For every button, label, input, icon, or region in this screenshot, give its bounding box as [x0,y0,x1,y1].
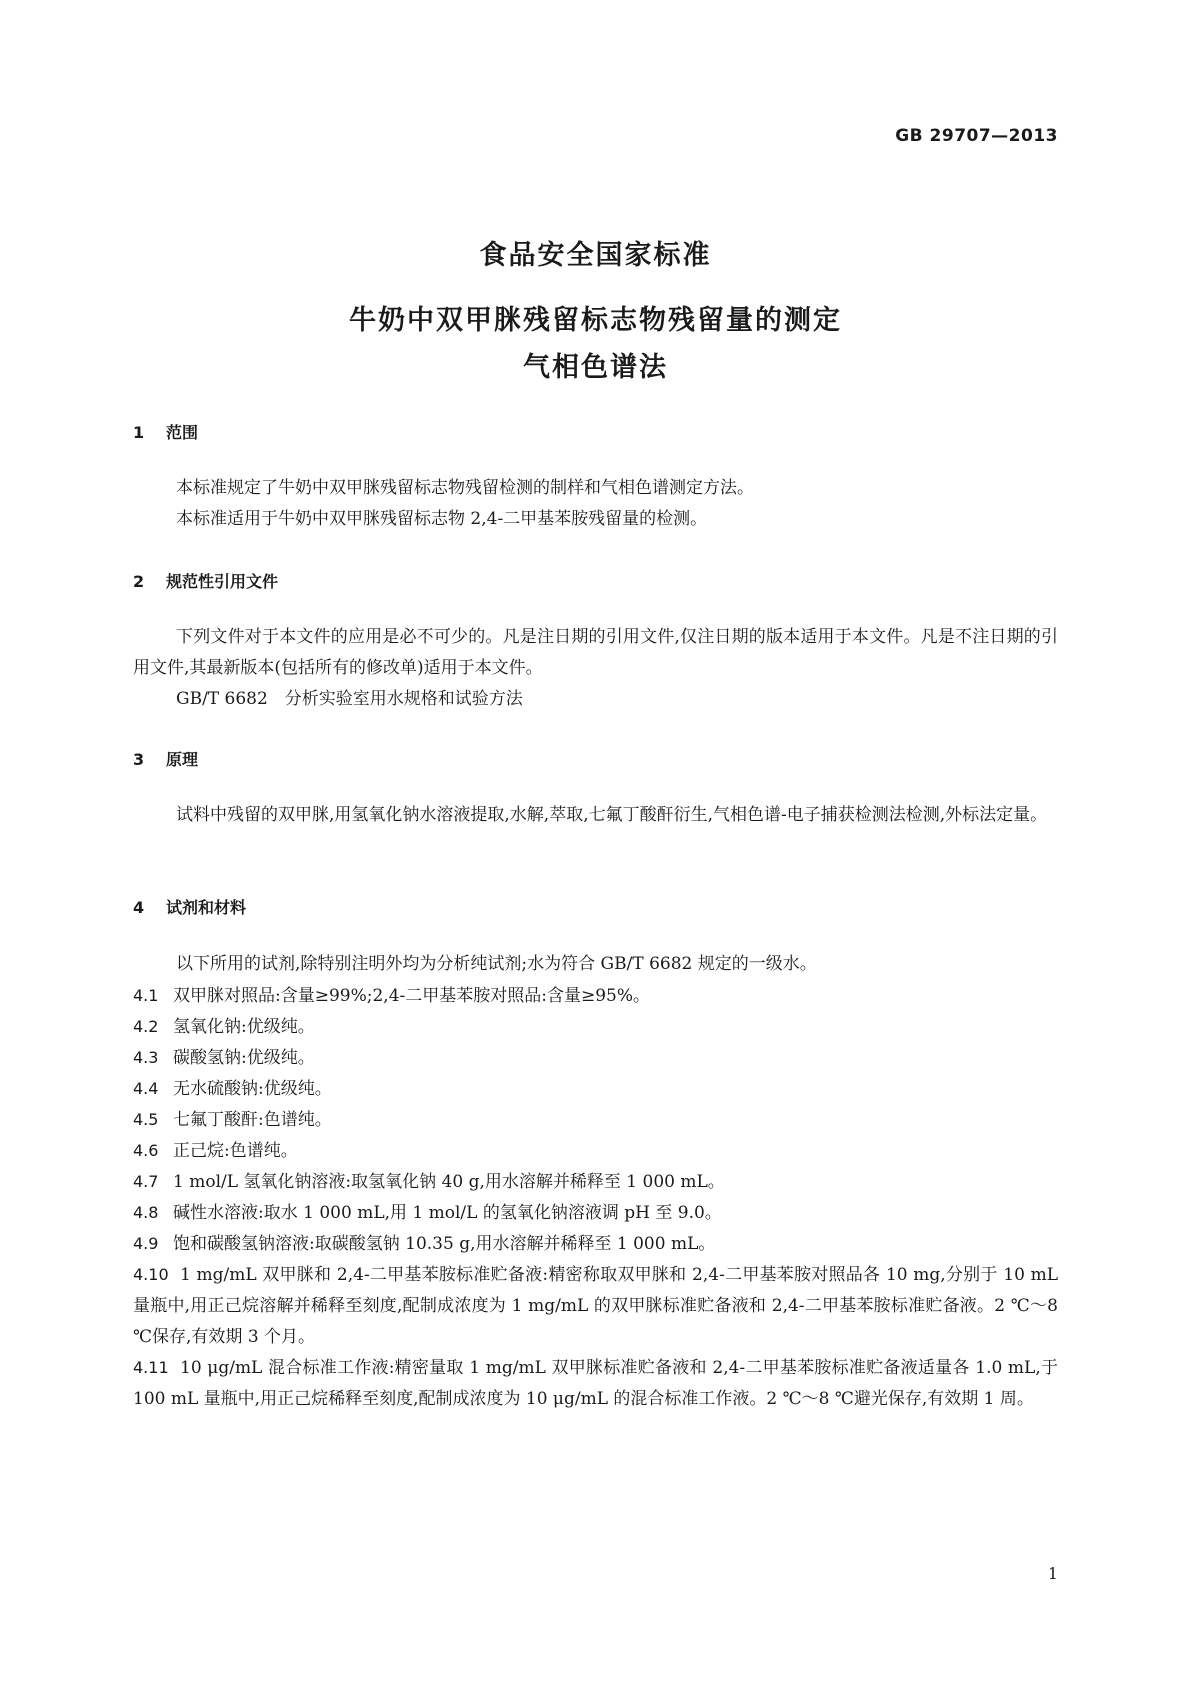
standard-code: GB 29707—2013 [895,126,1058,146]
section-1-para-2: 本标准适用于牛奶中双甲脒残留标志物 2,4-二甲基苯胺残留量的检测。 [176,509,708,529]
section-number: 3 [133,750,145,769]
item-text: 10 μg/mL 混合标准工作液:精密量取 1 mg/mL 双甲脒标准贮备液和 2,4-二甲基苯胺标准贮备液适量各 1.0 mL,于 100 mL 量瓶中,用正己烷稀释至刻度,配制成浓度为 10 μg/mL 的混合标准工作液。2 ℃～8 ℃避光保存,有效期 1 周。 [133,1358,1058,1409]
section-4-para-1: 以下所用的试剂,除特别注明外均为分析纯试剂;水为符合 GB/T 6682 规定的一级水。 [176,954,817,974]
section-title: 范围 [166,423,199,442]
item-text: 碱性水溶液:取水 1 000 mL,用 1 mol/L 的氢氧化钠溶液调 pH 至 9.0。 [173,1203,722,1223]
item-text: 1 mol/L 氢氧化钠溶液:取氢氧化钠 40 g,用水溶解并稀释至 1 000 mL。 [173,1172,725,1192]
item-text: 碳酸氢钠:优级纯。 [173,1048,315,1068]
item-text: 饱和碳酸氢钠溶液:取碳酸氢钠 10.35 g,用水溶解并稀释至 1 000 mL。 [173,1234,716,1254]
list-item [133,1135,1058,1167]
list-item [133,1073,1058,1105]
section-title: 试剂和材料 [166,898,247,917]
title-line-3: 气相色谱法 [523,352,668,383]
section-2-para-1: 下列文件对于本文件的应用是必不可少的。凡是注日期的引用文件,仅注日期的版本适用于本文件。凡是不注日期的引用文件,其最新版本(包括所有的修改单)适用于本文件。 [133,627,1058,678]
list-item [133,1042,1058,1074]
section-number: 2 [133,572,145,591]
section-number: 4 [133,898,145,917]
list-item [133,1197,1058,1229]
section-3-heading [133,747,198,770]
item-text: 双甲脒对照品:含量≥99%;2,4-二甲基苯胺对照品:含量≥95%。 [173,986,651,1006]
list-item [133,1011,1058,1043]
section-2-para-2: GB/T 6682 分析实验室用水规格和试验方法 [176,689,523,709]
title-line-2: 牛奶中双甲脒残留标志物残留量的测定 [349,305,842,336]
item-number: 4.9 [133,1234,159,1253]
item-text: 氢氧化钠:优级纯。 [173,1017,315,1037]
item-number: 4.10 [133,1265,169,1284]
title-line-1: 食品安全国家标准 [479,240,712,271]
item-text: 1 mg/mL 双甲脒和 2,4-二甲基苯胺标准贮备液:精密称取双甲脒和 2,4-二甲基苯胺对照品各 10 mg,分别于 10 mL 量瓶中,用正己烷溶解并稀释至刻度,配制成浓度为 1 mg/mL 的双甲脒标准贮备液和 2,4-二甲基苯胺标准贮备液。2 ℃～8 ℃保存,有效期 3 个月。 [133,1265,1058,1347]
list-item [133,980,1058,1012]
list-item [133,1259,1058,1353]
section-4-heading [133,895,246,918]
item-number: 4.1 [133,986,159,1005]
list-item [133,1166,1058,1198]
page-number: 1 [1047,1564,1058,1583]
item-number: 4.7 [133,1172,159,1191]
section-1-heading [133,420,198,443]
list-item [133,1104,1058,1136]
item-number: 4.8 [133,1203,159,1222]
section-3-para-1: 试料中残留的双甲脒,用氢氧化钠水溶液提取,水解,萃取,七氟丁酸酐衍生,气相色谱-电子捕获检测法检测,外标法定量。 [176,805,1048,825]
item-number: 4.11 [133,1358,169,1377]
section-number: 1 [133,423,145,442]
item-number: 4.2 [133,1017,159,1036]
list-item [133,1228,1058,1260]
item-number: 4.5 [133,1110,159,1129]
section-1-para-1: 本标准规定了牛奶中双甲脒残留标志物残留检测的制样和气相色谱测定方法。 [176,478,754,498]
section-title: 规范性引用文件 [166,572,279,591]
section-title: 原理 [166,750,199,769]
item-text: 无水硫酸钠:优级纯。 [173,1079,332,1099]
item-number: 4.3 [133,1048,159,1067]
item-text: 七氟丁酸酐:色谱纯。 [173,1110,332,1130]
item-number: 4.6 [133,1141,159,1160]
item-number: 4.4 [133,1079,159,1098]
list-item [133,1352,1058,1415]
item-text: 正己烷:色谱纯。 [173,1141,298,1161]
section-2-heading [133,569,278,592]
